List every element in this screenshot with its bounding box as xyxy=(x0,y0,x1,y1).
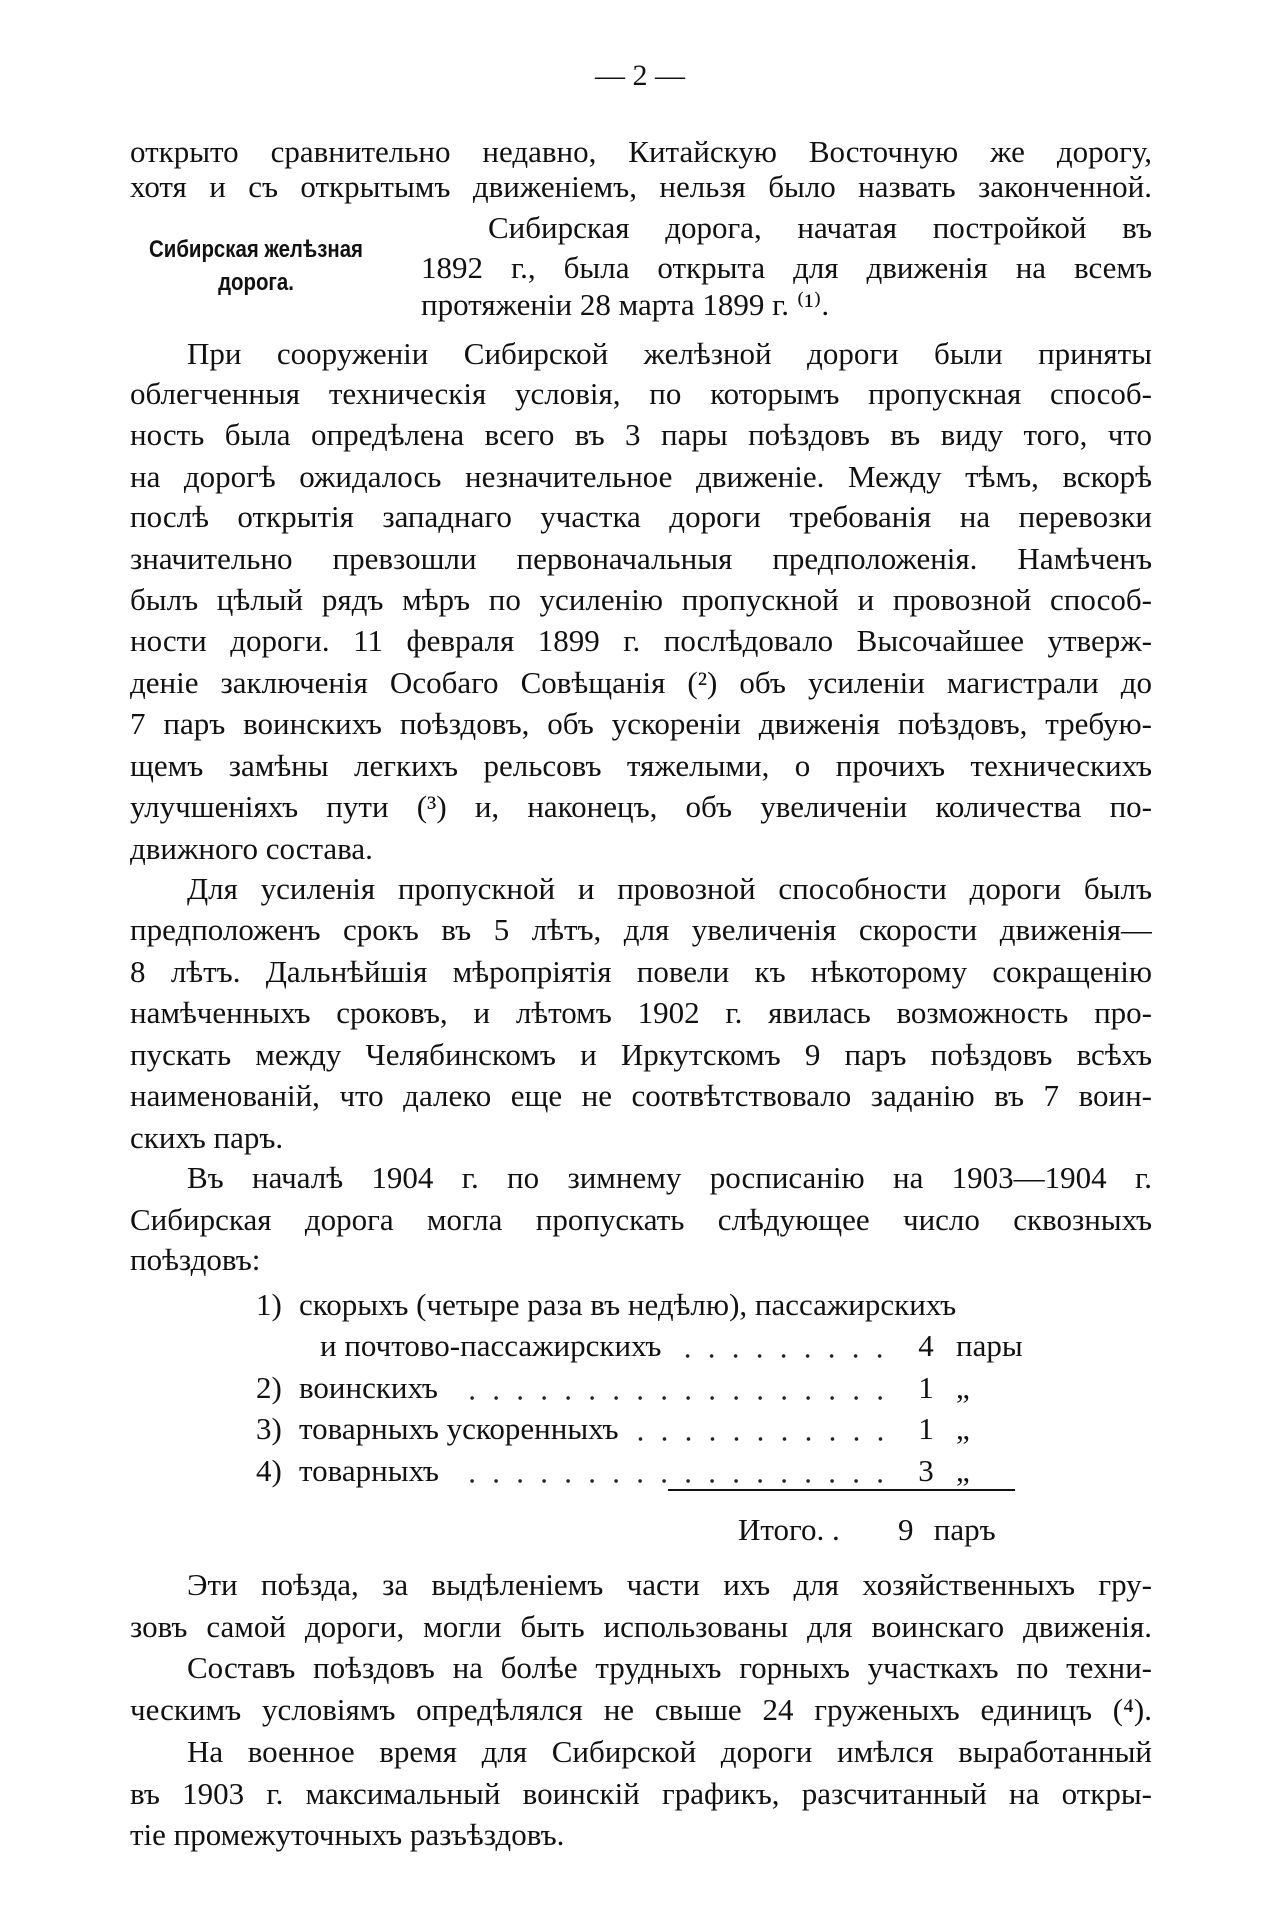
text-line: ческимъ условіямъ опредѣлялся не свыше 24 груженыхъ единицъ (⁴). xyxy=(130,1692,1152,1727)
text-line: предположенъ срокъ въ 5 лѣтъ, для увеличенія скорости движенія— xyxy=(130,912,1152,947)
list-item-number: 4) xyxy=(256,1453,282,1488)
text-line: хотя и съ открытымъ движеніемъ, нельзя было назвать законченной. xyxy=(130,169,1152,204)
text-line: Сибирская дорога, начатая постройкой въ xyxy=(488,210,1152,245)
text-line: тіе промежуточныхъ разъѣздовъ. xyxy=(130,1817,565,1852)
dot-leader xyxy=(453,1451,892,1491)
text-line: 8 лѣтъ. Дальнѣйшія мѣропріятія повели къ нѣкоторому сокращенію xyxy=(130,954,1152,989)
side-note-title: дорога. xyxy=(218,269,294,296)
list-item-number: 1) xyxy=(256,1287,282,1322)
text-line: щемъ замѣны легкихъ рельсовъ тяжелыми, о прочихъ техническихъ xyxy=(130,748,1152,783)
text-line: Въ началѣ 1904 г. по зимнему росписанію на 1903—1904 г. xyxy=(187,1160,1152,1195)
text-line: Эти поѣзда, за выдѣленіемъ части ихъ для хозяйственныхъ гру- xyxy=(187,1567,1152,1602)
text-line: наименованій, что далеко еще не соотвѣтствовало заданію въ 7 воин- xyxy=(130,1078,1152,1113)
text-line: былъ цѣлый рядъ мѣръ по усиленію пропускной и провозной способ- xyxy=(130,582,1152,617)
text-line: Сибирская дорога могла пропускать слѣдующее число сквозныхъ xyxy=(130,1202,1152,1237)
list-item-value: 1 xyxy=(918,1411,934,1446)
list-item-label: и почтово-пассажирскихъ xyxy=(320,1328,662,1363)
text-line: деніе заключенія Особаго Совѣщанія (²) объ усиленіи магистрали до xyxy=(130,665,1152,700)
text-line: ности дороги. 11 февраля 1899 г. послѣдовало Высочайшее утверж- xyxy=(130,623,1152,658)
list-item-value: 1 xyxy=(918,1370,934,1405)
list-item-number: 3) xyxy=(256,1411,282,1446)
list-item-label: товарныхъ xyxy=(299,1453,439,1488)
side-note-title: Сибирская желѣзная xyxy=(149,236,363,263)
text-line: На военное время для Сибирской дороги имѣлся выработанный xyxy=(187,1734,1152,1769)
list-item-value: 4 xyxy=(918,1328,934,1363)
list-item-number: 2) xyxy=(256,1370,282,1405)
list-item xyxy=(256,1368,1016,1408)
text-line: 7 паръ воинскихъ поѣздовъ, объ ускореніи движенія поѣздовъ, требую- xyxy=(130,706,1152,741)
dot-leader xyxy=(633,1409,892,1449)
list-item-label: воинскихъ xyxy=(299,1370,438,1405)
text-line: Составъ поѣздовъ на болѣе трудныхъ горныхъ участкахъ по техни- xyxy=(187,1650,1152,1685)
list-item xyxy=(256,1451,1016,1491)
list-item-label: скорыхъ (четыре раза въ недѣлю), пассажирскихъ xyxy=(299,1287,957,1322)
text-line: намѣченныхъ сроковъ, и лѣтомъ 1902 г. явилась возможность про- xyxy=(130,995,1152,1030)
text-line: 1892 г., была открыта для движенія на всемъ xyxy=(421,250,1152,285)
total-row xyxy=(738,1510,996,1550)
text-line: поѣздовъ: xyxy=(130,1242,261,1277)
list-item-unit: „ xyxy=(956,1453,970,1488)
text-line: въ 1903 г. максимальный воинскій графикъ, разсчитанный на откры- xyxy=(130,1776,1152,1811)
dot-leader xyxy=(675,1326,892,1366)
text-line: Для усиленія пропускной и провозной способности дороги былъ xyxy=(187,871,1152,906)
total-value: 9 xyxy=(898,1512,914,1547)
text-line: облегченныя техническія условія, по которымъ пропускная способ- xyxy=(130,376,1152,411)
list-item-unit: „ xyxy=(956,1411,970,1446)
text-line: улучшеніяхъ пути (³) и, наконецъ, объ увеличеніи количества по- xyxy=(130,789,1152,824)
sum-rule xyxy=(668,1489,1015,1491)
text-line: значительно превзошли первоначальныя предположенія. Намѣченъ xyxy=(130,541,1152,576)
text-line: зовъ самой дороги, могли быть использованы для воинскаго движенія. xyxy=(130,1609,1152,1644)
list-item xyxy=(256,1409,1016,1449)
total-unit: паръ xyxy=(933,1512,996,1547)
list-item-label: товарныхъ ускоренныхъ xyxy=(299,1411,619,1446)
page-number: — 2 — xyxy=(595,59,685,92)
list-item xyxy=(256,1285,1016,1325)
text-line: скихъ паръ. xyxy=(130,1120,284,1155)
text-line: ность была опредѣлена всего въ 3 пары поѣздовъ въ виду того, что xyxy=(130,417,1152,452)
list-item-unit: „ xyxy=(956,1370,970,1405)
text-line: послѣ открытія западнаго участка дороги требованія на перевозки xyxy=(130,499,1152,534)
list-item-value: 3 xyxy=(918,1453,934,1488)
text-line: протяженіи 28 марта 1899 г. ⁽¹⁾. xyxy=(421,287,830,322)
text-line: При сооруженіи Сибирской желѣзной дороги были приняты xyxy=(187,336,1152,371)
text-line: пускать между Челябинскомъ и Иркутскомъ 9 паръ поѣздовъ всѣхъ xyxy=(130,1037,1152,1072)
text-line: открыто сравнительно недавно, Китайскую Восточную же дорогу, xyxy=(130,134,1152,169)
list-item xyxy=(320,1326,1023,1366)
text-line: движного состава. xyxy=(130,831,373,866)
dot-leader xyxy=(452,1368,892,1408)
total-label: Итого. . xyxy=(738,1512,840,1547)
list-item-unit: пары xyxy=(956,1328,1023,1363)
text-line: на дорогѣ ожидалось незначительное движеніе. Между тѣмъ, вскорѣ xyxy=(130,459,1152,494)
